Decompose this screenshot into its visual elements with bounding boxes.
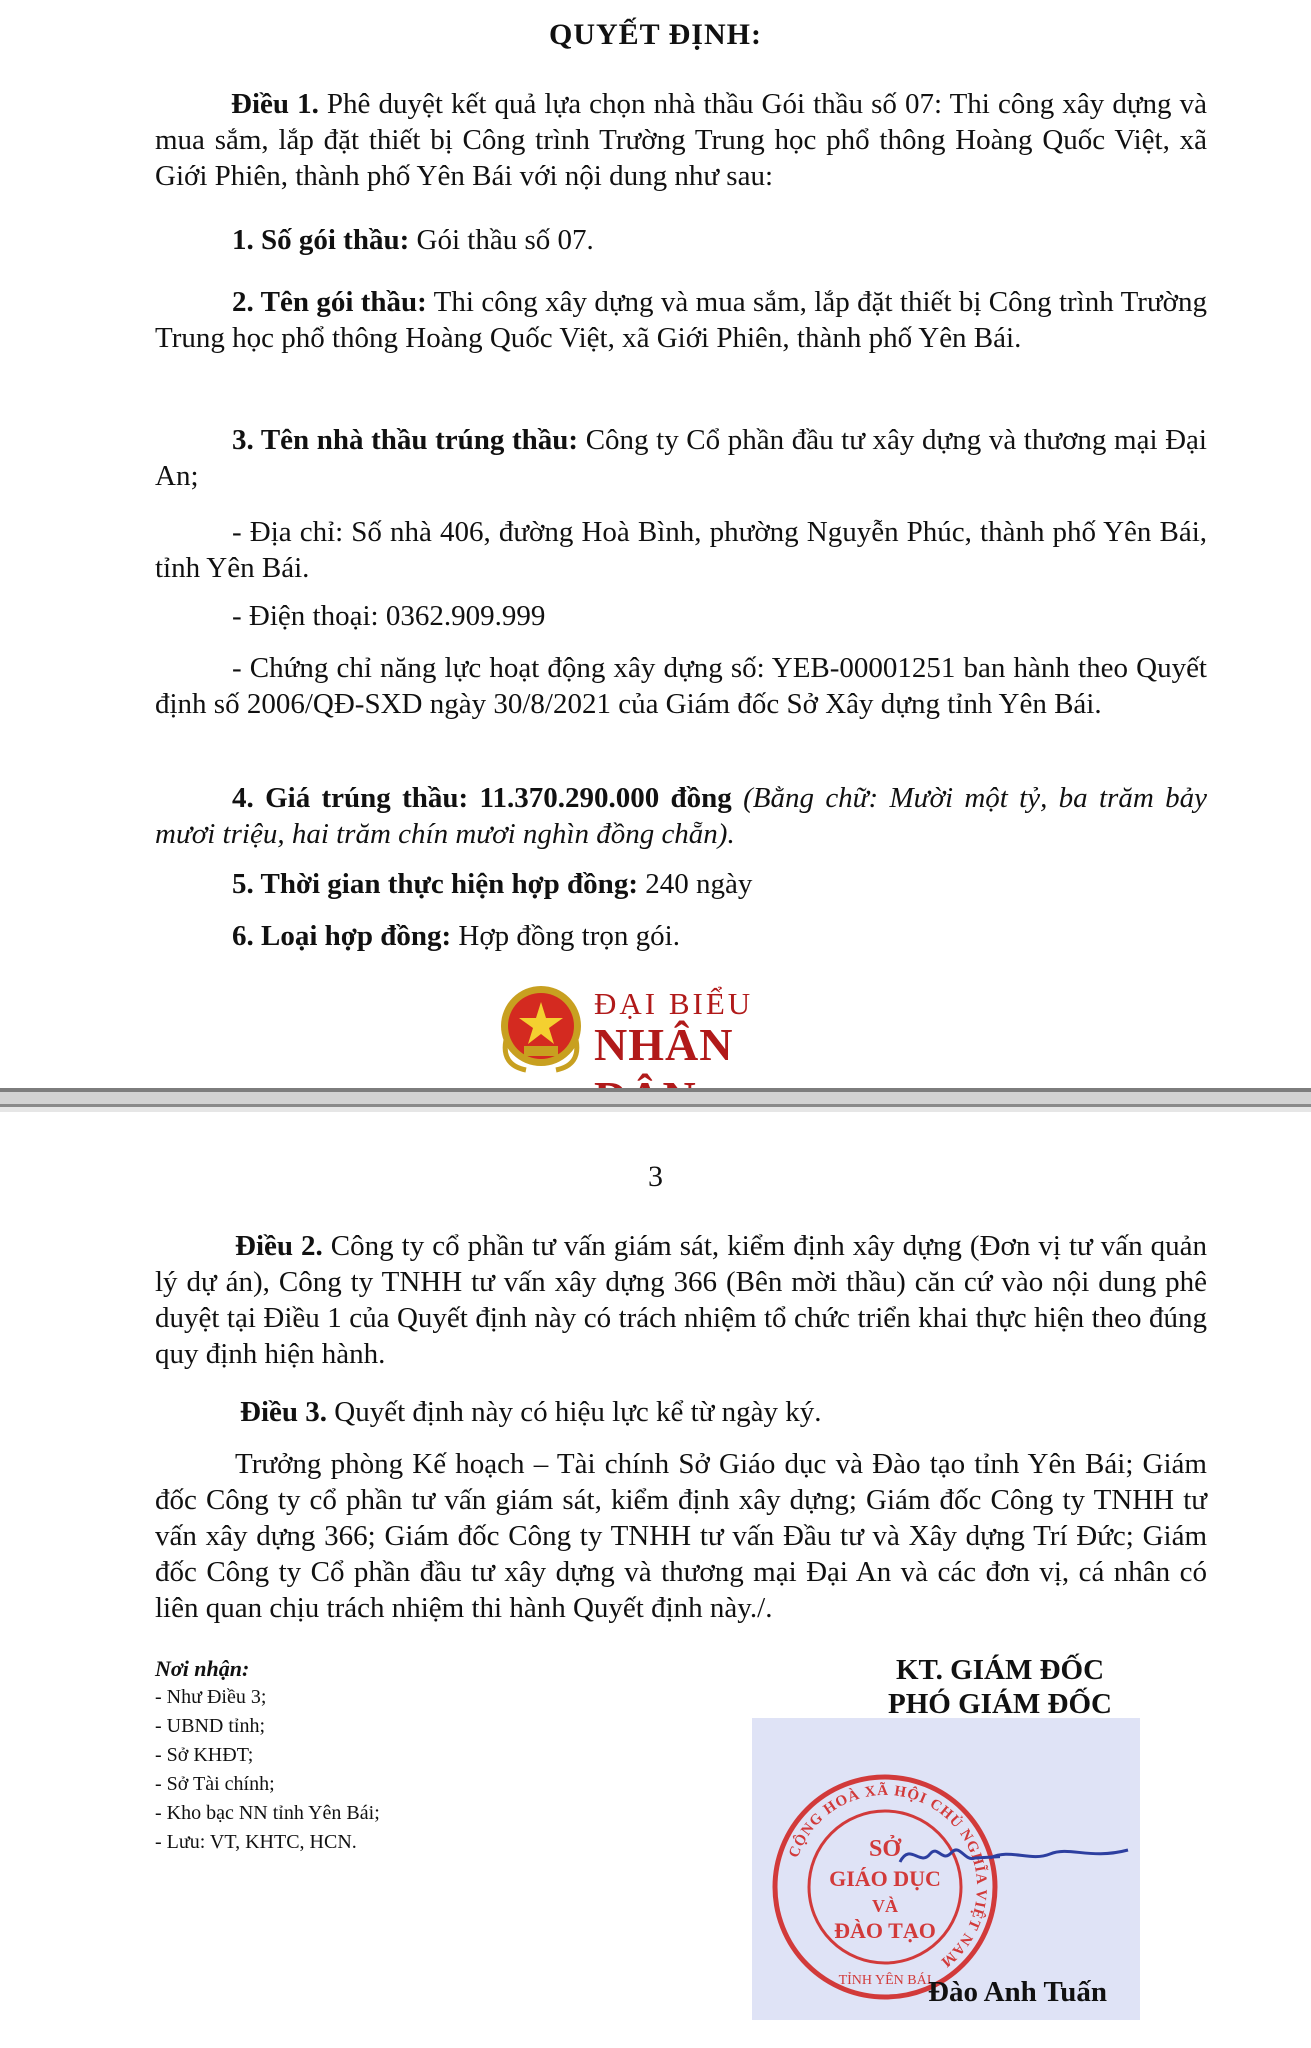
dai-bieu-nhan-dan-logo [496,978,826,1078]
contractor-phone: - Điện thoại: 0362.909.999 [232,600,546,632]
article-3: Điều 3. Quyết định này có hiệu lực kể từ ngày ký. [240,1396,822,1428]
signatory-title-1: KT. GIÁM ĐỐC [895,1654,1105,1686]
item-package-number: 1. Số gói thầu: Gói thầu số 07. [232,224,594,256]
seal-center-4: ĐÀO TẠO [834,1918,936,1943]
signatory-title-2: PHÓ GIÁM ĐỐC [888,1688,1112,1720]
item-contract-type: 6. Loại hợp đồng: Hợp đồng trọn gói. [232,920,680,952]
recipients-heading: Nơi nhận: [155,1656,250,1681]
recipient-item: - Kho bạc NN tỉnh Yên Bái; [155,1802,380,1824]
item-contract-duration: 5. Thời gian thực hiện hợp đồng: 240 ngày [232,868,753,900]
contractor-address: - Địa chỉ: Số nhà 406, đường Hoà Bình, phường Nguyễn Phúc, thành phố Yên Bái, tỉnh Yên Bái. [155,516,1207,584]
seal-center-2: GIÁO DỤC [829,1866,941,1891]
seal-ring-text: CỘNG HOÀ XÃ HỘI CHỦ NGHĨA VIỆT NAM [786,1782,990,1971]
logo-line-2: NHÂN [594,1019,734,1070]
official-red-seal [770,1772,1000,2002]
signer-name: Đào Anh Tuấn [928,1976,1107,2008]
recipient-item: - Sở KHĐT; [155,1744,254,1766]
article-3-responsible-parties: Trưởng phòng Kế hoạch – Tài chính Sở Giáo dục và Đào tạo tỉnh Yên Bái; Giám đốc Công ty cổ phần tư vấn giám sát, kiểm định xây dựng; Giám đốc Công ty TNHH tư vấn xây dựng 366; Giám đốc Công ty TNHH tư vấn Đầu tư và Xây dựng Trí Đức; Giám đốc Công ty Cổ phần đầu tư xây dựng và thương mại Đại An và các đơn vị, cá nhân có liên quan chịu trách nhiệm thi hành Quyết định này./. [155,1448,1207,1624]
contractor-certificate: - Chứng chỉ năng lực hoạt động xây dựng số: YEB-00001251 ban hành theo Quyết định số 2006/QĐ-SXD ngày 30/8/2021 của Giám đốc Sở Xây dựng tỉnh Yên Bái. [155,652,1207,720]
recipient-item: - Như Điều 3; [155,1686,267,1708]
item-package-name: 2. Tên gói thầu: Thi công xây dựng và mua sắm, lắp đặt thiết bị Công trình Trường Trung học phổ thông Hoàng Quốc Việt, xã Giới Phiên, thành phố Yên Bái. [155,286,1207,354]
item-winning-contractor: 3. Tên nhà thầu trúng thầu: Công ty Cổ phần đầu tư xây dựng và thương mại Đại An; [155,424,1207,492]
seal-center-3: VÀ [872,1896,898,1916]
recipient-item: - Sở Tài chính; [155,1773,275,1795]
article-1-label: Điều 1. [231,88,319,120]
item-winning-price: 4. Giá trúng thầu: 11.370.290.000 đồng (Bằng chữ: Mười một tỷ, ba trăm bảy mươi triệu, hai trăm chín mươi nghìn đồng chẵn). [155,782,1207,850]
seal-bottom-text: TỈNH YÊN BÁI [838,1973,932,1988]
logo-line-1: ĐẠI BIỂU [594,986,754,1021]
page-number: 3 [648,1160,663,1193]
decision-title: QUYẾT ĐỊNH: [549,18,762,51]
recipient-item: - Lưu: VT, KHTC, HCN. [155,1831,357,1853]
recipients-block [155,1654,380,1857]
seal-center-1: SỞ [868,1836,902,1862]
recipient-item: - UBND tỉnh; [155,1715,265,1737]
article-2: Điều 2. Công ty cổ phần tư vấn giám sát, kiểm định xây dựng (Đơn vị tư vấn quản lý dự án), Công ty TNHH tư vấn xây dựng 366 (Bên mời thầu) căn cứ vào nội dung phê duyệt tại Điều 1 của Quyết định này có trách nhiệm tổ chức triển khai thực hiện theo đúng quy định hiện hành. [155,1230,1208,1370]
article-1 [155,86,1207,194]
page-separator [0,1088,1311,1112]
handwritten-signature [990,1840,1130,1870]
national-emblem-icon [496,980,586,1076]
article-1-text: Phê duyệt kết quả lựa chọn nhà thầu Gói thầu số 07: Thi công xây dựng và mua sắm, lắp đặt thiết bị Công trình Trường Trung học phổ thông Hoàng Quốc Việt, xã Giới Phiên, thành phố Yên Bái với nội dung như sau: [155,88,1207,192]
